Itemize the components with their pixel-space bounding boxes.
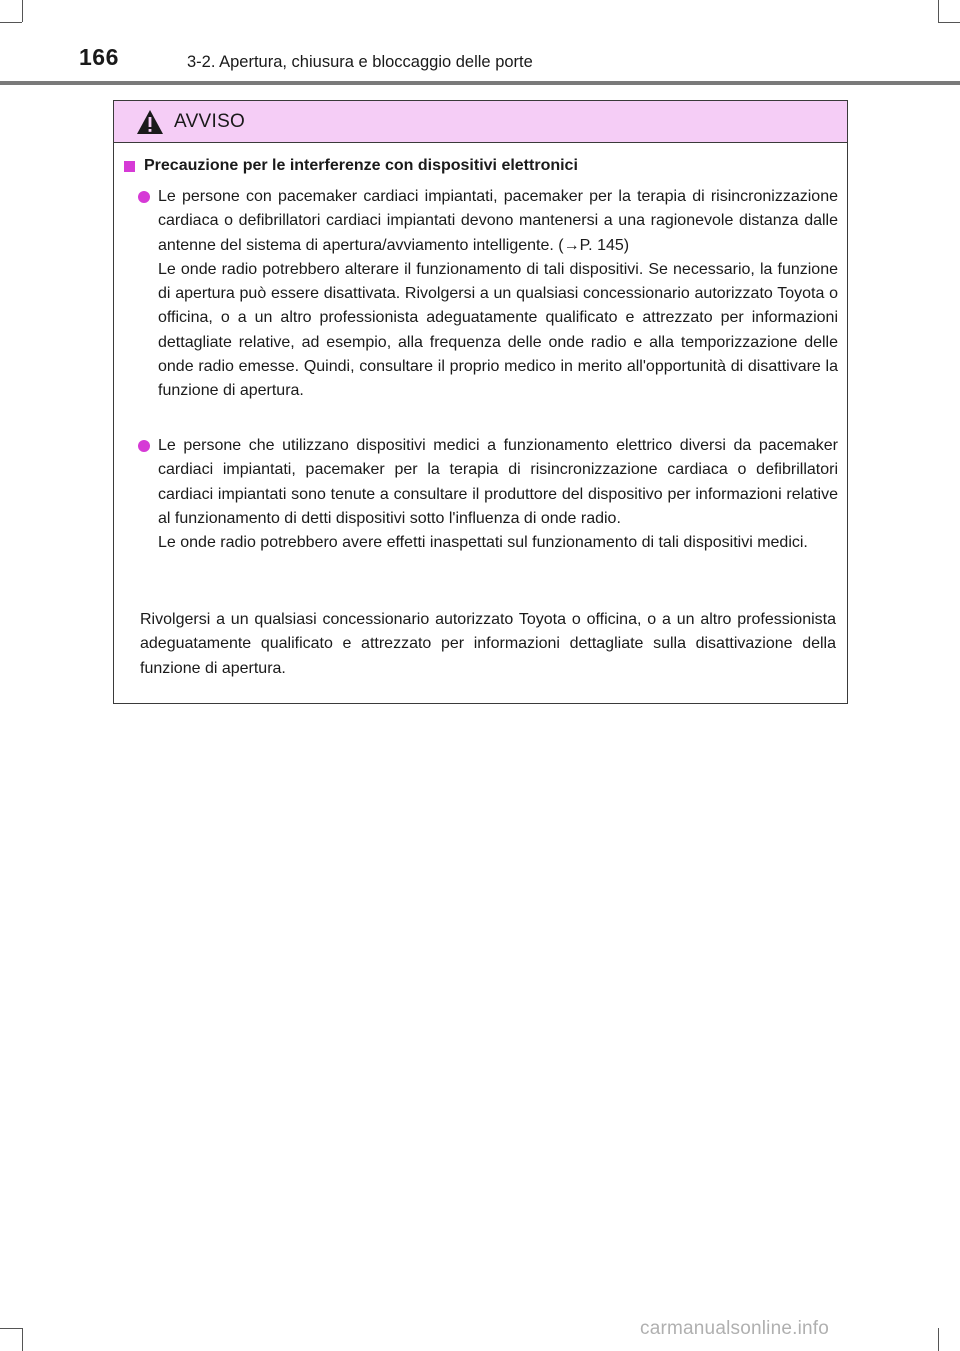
- section-heading: [124, 157, 578, 175]
- crop-mark: [0, 22, 22, 23]
- warning-label: AVVISO: [174, 111, 246, 132]
- list-item: [138, 434, 838, 555]
- crop-mark: [22, 1328, 23, 1351]
- warning-box: [113, 100, 848, 704]
- bullet-paragraph: Le onde radio potrebbero alterare il funzionamento di tali dispositivi. Se necessario, la funzione di apertura può essere disattivata. Rivolgersi a un qualsiasi concessionario autorizzato Toyota o officina, o a un altro professionista adeguatamente qualificato e attrezzato per informazioni dettagliate relative, ad esempio, alla frequenza delle onde radio e alla temporizzazione delle onde radio emesse. Quindi, consultare il proprio medico in merito all'opportunità di disattivare la funzione di apertura.: [158, 260, 838, 400]
- crop-mark: [22, 0, 23, 22]
- circle-bullet-icon: [138, 440, 150, 452]
- crop-mark: [938, 0, 939, 22]
- warning-triangle-icon: [136, 109, 164, 135]
- crop-mark: [0, 1328, 22, 1329]
- crop-mark: [938, 22, 960, 23]
- list-item: [138, 185, 838, 404]
- bullet-paragraph: Le onde radio potrebbero avere effetti inaspettati sul funzionamento di tali dispositivi medici.: [158, 534, 808, 552]
- header-rule: [0, 81, 960, 85]
- section-title: 3-2. Apertura, chiusura e bloccaggio delle porte: [187, 53, 533, 71]
- closing-paragraph: Rivolgersi a un qualsiasi concessionario autorizzato Toyota o officina, o a un altro professionista adeguatamente qualificato e attrezzato per informazioni dettagliate sulla disattivazione della funzione di apertura.: [140, 611, 836, 677]
- watermark: carmanualsonline.info: [640, 1318, 830, 1339]
- square-bullet-icon: [124, 161, 135, 172]
- page-number: 166: [79, 44, 119, 70]
- bullet-paragraph: Le persone con pacemaker cardiaci impiantati, pacemaker per la terapia di risincronizzazione cardiaca o defibrillatori cardiaci impiantati devono mantenersi a una ragionevole distanza dalle antenne del sistema di apertura/avviamento intelligente. (→P. 145): [158, 188, 838, 254]
- circle-bullet-icon: [138, 191, 150, 203]
- section-heading-text: Precauzione per le interferenze con dispositivi elettronici: [144, 157, 578, 174]
- warning-header: [114, 101, 847, 143]
- crop-mark: [938, 1328, 939, 1351]
- bullet-paragraph: Le persone che utilizzano dispositivi medici a funzionamento elettrico diversi da pacemaker cardiaci impiantati, pacemaker per la terapia di risincronizzazione cardiaca o defibrillatori cardiaci impiantati sono tenute a consultare il produttore del dispositivo per informazioni relative al funzionamento di detti dispositivi sotto l'influenza di onde radio.: [158, 437, 838, 527]
